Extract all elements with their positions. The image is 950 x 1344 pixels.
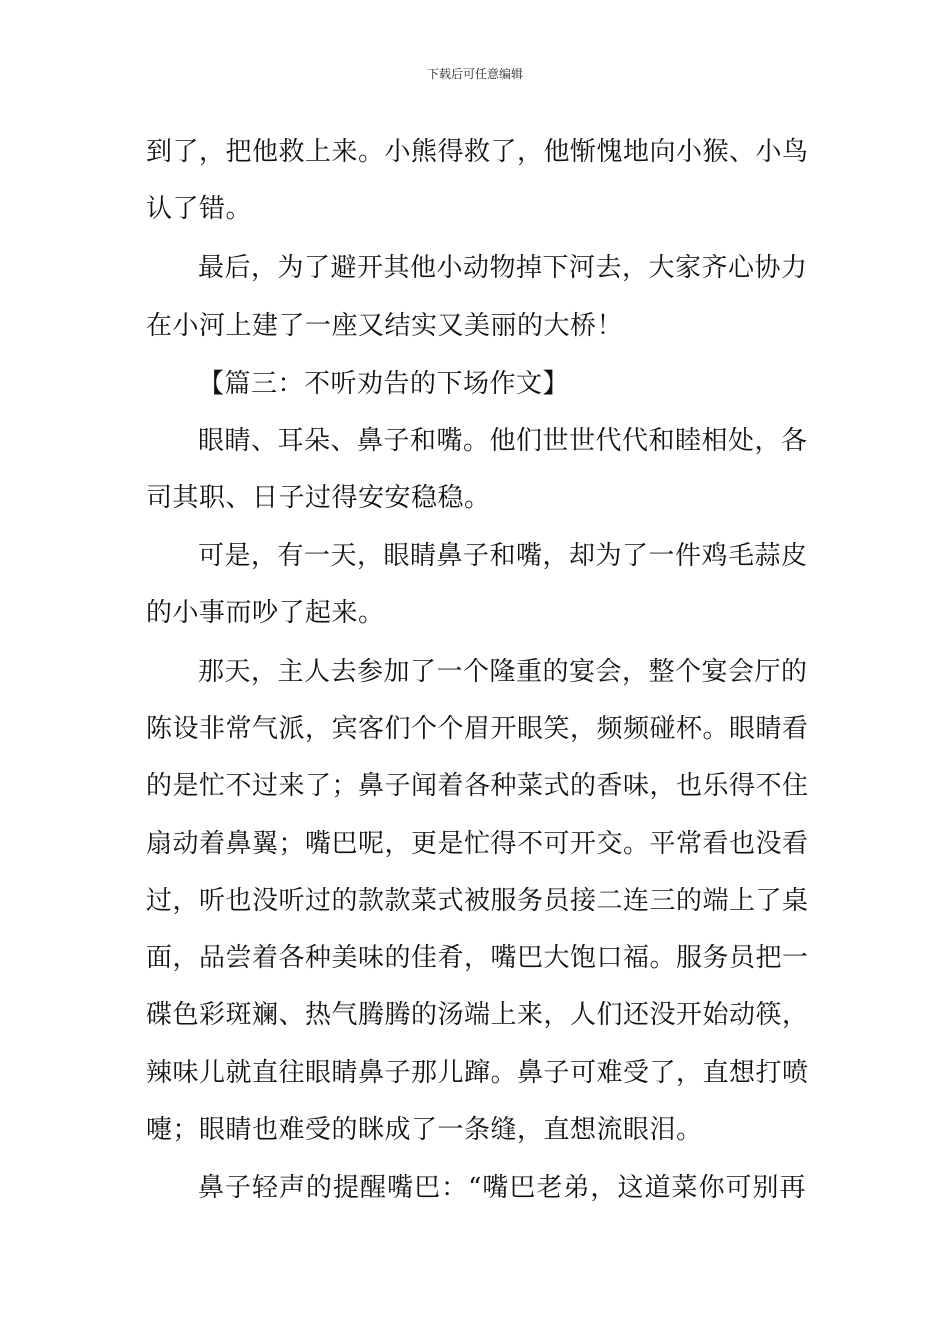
text-line: 扇动着鼻翼；嘴巴呢，更是忙得不可开交。平常看也没看 <box>146 829 809 859</box>
paragraph-start-line: 可是，有一天，眼睛鼻子和嘴，却为了一件鸡毛蒜皮 <box>198 541 808 571</box>
text-line: 的小事而吵了起来。 <box>146 598 385 628</box>
section-heading: 【篇三：不听劝告的下场作文】 <box>198 369 570 399</box>
text-line: 到了，把他救上来。小熊得救了，他惭愧地向小猴、小鸟 <box>146 137 809 167</box>
text-line: 司其职、日子过得安安稳稳。 <box>146 483 491 513</box>
text-line: 面，品尝着各种美味的佳肴，嘴巴大饱口福。服务员把一 <box>146 943 809 973</box>
paragraph-start-line: 眼睛、耳朵、鼻子和嘴。他们世世代代和睦相处，各 <box>198 426 808 456</box>
paragraph-start-line: 鼻子轻声的提醒嘴巴：“嘴巴老弟，这道菜你可别再 <box>198 1173 806 1203</box>
text-line: 碟色彩斑斓、热气腾腾的汤端上来，人们还没开始动筷， <box>146 1000 809 1030</box>
paragraph-start-line: 最后，为了避开其他小动物掉下河去，大家齐心协力 <box>198 253 808 283</box>
text-line: 嚏；眼睛也难受的眯成了一条缝，直想流眼泪。 <box>146 1115 703 1145</box>
page-header-note: 下载后可任意编辑 <box>426 67 523 81</box>
text-line: 的是忙不过来了；鼻子闻着各种菜式的香味，也乐得不住 <box>146 771 809 801</box>
text-line: 辣味儿就直往眼睛鼻子那儿蹿。鼻子可难受了，直想打喷 <box>146 1058 809 1088</box>
paragraph-start-line: 那天，主人去参加了一个隆重的宴会，整个宴会厅的 <box>198 657 808 687</box>
text-line: 过，听也没听过的款款菜式被服务员接二连三的端上了桌 <box>146 886 809 916</box>
text-line: 陈设非常气派，宾客们个个眉开眼笑，频频碰杯。眼睛看 <box>146 714 809 744</box>
text-line: 认了错。 <box>146 194 253 224</box>
text-line: 在小河上建了一座又结实又美丽的大桥！ <box>146 311 624 341</box>
